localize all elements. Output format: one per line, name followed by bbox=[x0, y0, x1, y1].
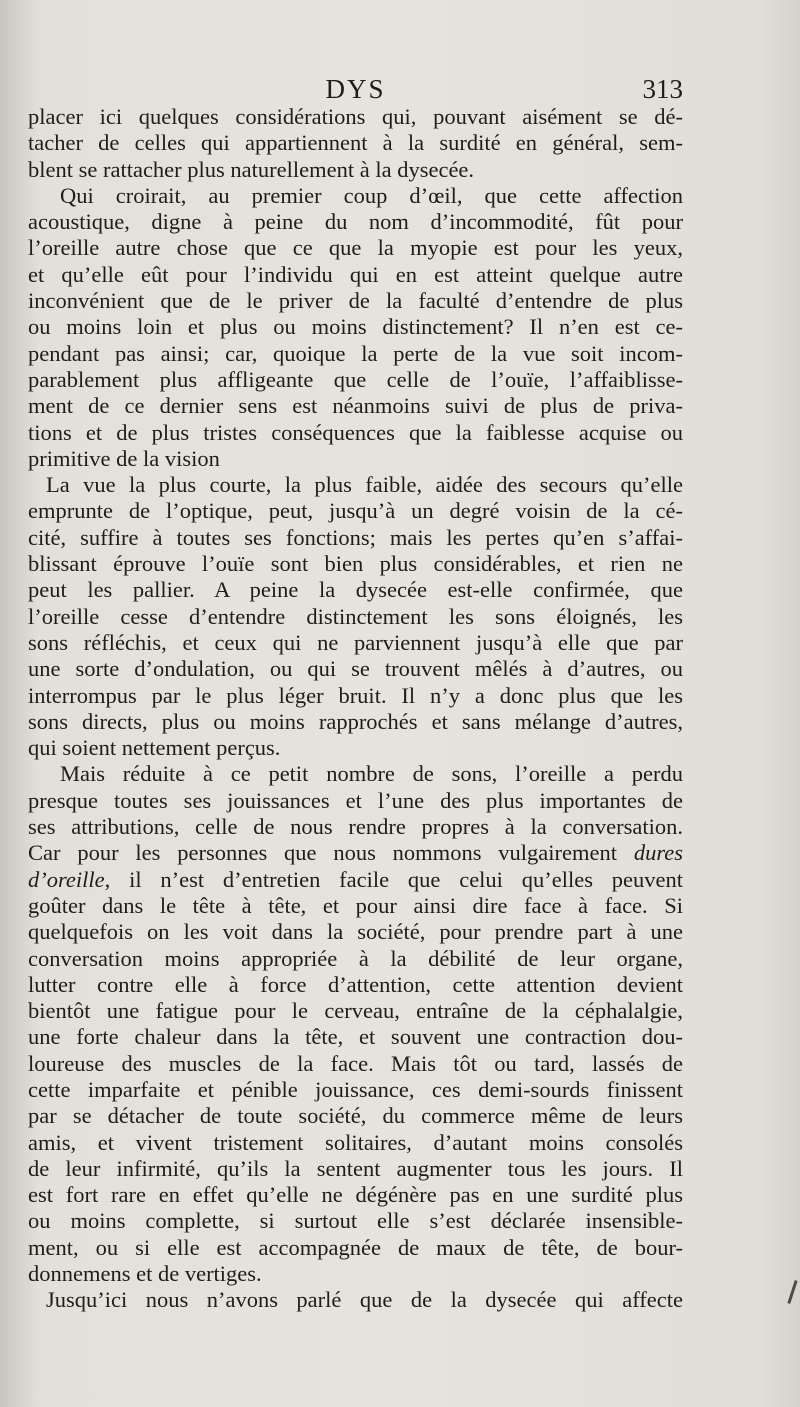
text-line bbox=[28, 1077, 683, 1103]
text-line bbox=[28, 104, 683, 130]
text-line bbox=[28, 525, 683, 551]
line-text: blissant éprouve l’ouïe sont bien plus considérables, et rien ne bbox=[28, 551, 683, 577]
line-text: peut les pallier. A peine la dysecée est-elle confirmée, que bbox=[28, 577, 683, 603]
text-line bbox=[28, 1235, 683, 1261]
text-line bbox=[28, 341, 683, 367]
line-text: parablement plus affligeante que celle de l’ouïe, l’affaiblisse- bbox=[28, 366, 683, 392]
line-text: acoustique, digne à peine du nom d’incommodité, fût pour bbox=[28, 209, 683, 235]
line-text: une sorte d’ondulation, ou qui se trouvent mêlés à d’autres, ou bbox=[28, 656, 683, 682]
text-line bbox=[28, 235, 683, 261]
line-text: conversation moins appropriée à la débilité de leur organe, bbox=[28, 945, 683, 971]
text-line bbox=[28, 446, 683, 472]
text-line bbox=[28, 946, 683, 972]
text-line bbox=[28, 998, 683, 1024]
line-text: blent se rattacher plus naturellement à la dysecée. bbox=[28, 156, 475, 182]
text-line bbox=[28, 314, 683, 340]
line-text: cette imparfaite et pénible jouissance, ces demi-sourds finissent bbox=[28, 1076, 683, 1102]
line-text: emprunte de l’optique, peut, jusqu’à un degré voisin de la cé- bbox=[28, 498, 683, 524]
text-line bbox=[28, 840, 683, 866]
page-header bbox=[28, 72, 683, 106]
line-text: par se détacher de toute société, du commerce même de leurs bbox=[28, 1103, 683, 1129]
text-line bbox=[28, 498, 683, 524]
text-line bbox=[28, 288, 683, 314]
text-line bbox=[28, 1182, 683, 1208]
text-line bbox=[28, 709, 683, 735]
text-line bbox=[28, 1261, 683, 1287]
text-line bbox=[28, 1024, 683, 1050]
text-line bbox=[28, 972, 683, 998]
italic-phrase: dures bbox=[633, 840, 683, 866]
text-line bbox=[28, 604, 683, 630]
line-text: , il n’est d’entretien facile que celui qu’elles peuvent bbox=[104, 866, 683, 892]
text-line bbox=[28, 130, 683, 156]
line-text: tions et de plus tristes conséquences que la faiblesse acquise ou bbox=[28, 419, 683, 445]
line-text: est fort rare en effet qu’elle ne dégénère pas en une surdité plus bbox=[28, 1182, 683, 1208]
line-text: lutter contre elle à force d’attention, cette attention devient bbox=[28, 971, 683, 997]
line-text: pendant pas ainsi; car, quoique la perte de la vue soit incom- bbox=[28, 340, 683, 366]
line-text: qui soient nettement perçus. bbox=[28, 735, 281, 761]
line-text: bientôt une fatigue pour le cerveau, entraîne de la céphalalgie, bbox=[28, 998, 683, 1024]
line-text: loureuse des muscles de la face. Mais tôt ou tard, lassés de bbox=[28, 1050, 683, 1076]
line-text: ou moins loin et plus ou moins distinctement? Il n’en est ce- bbox=[28, 314, 683, 340]
text-line bbox=[28, 1156, 683, 1182]
text-line bbox=[28, 551, 683, 577]
line-text: Jusqu’ici nous n’avons parlé que de la dysecée qui affecte bbox=[46, 1287, 683, 1313]
margin-mark bbox=[787, 1280, 797, 1304]
line-text: interrompus par le plus léger bruit. Il n’y a donc plus que les bbox=[28, 682, 683, 708]
text-line bbox=[28, 420, 683, 446]
italic-phrase: d’oreille bbox=[28, 866, 105, 892]
line-text: donnemens et de vertiges. bbox=[28, 1261, 262, 1287]
line-text: l’oreille autre chose que ce que la myopie est pour les yeux, bbox=[28, 235, 683, 261]
line-text: Qui croirait, au premier coup d’œil, que cette affection bbox=[60, 182, 683, 208]
line-text: cité, suffire à toutes ses fonctions; mais les pertes qu’en s’affai- bbox=[28, 524, 683, 550]
page-number: 313 bbox=[642, 74, 683, 104]
text-line bbox=[28, 157, 683, 183]
text-line bbox=[28, 472, 683, 498]
text-line bbox=[28, 1103, 683, 1129]
text-line bbox=[28, 814, 683, 840]
text-line bbox=[28, 893, 683, 919]
text-line bbox=[28, 630, 683, 656]
line-text: ment, ou si elle est accompagnée de maux de tête, de bour- bbox=[28, 1234, 683, 1260]
text-line bbox=[28, 788, 683, 814]
running-head: DYS bbox=[325, 74, 386, 104]
text-line bbox=[28, 735, 683, 761]
line-text: sons directs, plus ou moins rapprochés et sans mélange d’autres, bbox=[28, 708, 683, 734]
line-text: sons réfléchis, et ceux qui ne parviennent jusqu’à elle que par bbox=[28, 629, 683, 655]
line-text: inconvénient que de le priver de la faculté d’entendre de plus bbox=[28, 288, 683, 314]
text-line bbox=[28, 656, 683, 682]
body-text bbox=[28, 104, 683, 1314]
text-line bbox=[28, 867, 683, 893]
line-text: Mais réduite à ce petit nombre de sons, l’oreille a perdu bbox=[60, 761, 683, 787]
text-line bbox=[28, 393, 683, 419]
text-line bbox=[28, 1287, 683, 1313]
line-text: placer ici quelques considérations qui, pouvant aisément se dé- bbox=[28, 104, 683, 129]
line-text: ou moins complette, si surtout elle s’est déclarée insensible- bbox=[28, 1208, 683, 1234]
line-text: tacher de celles qui appartiennent à la surdité en général, sem- bbox=[28, 130, 683, 156]
text-line bbox=[28, 183, 683, 209]
text-line bbox=[28, 367, 683, 393]
text-line bbox=[28, 1051, 683, 1077]
line-text: quelquefois on les voit dans la société, pour prendre part à une bbox=[28, 919, 683, 945]
text-line bbox=[28, 1130, 683, 1156]
line-text: amis, et vivent tristement solitaires, d’autant moins consolés bbox=[28, 1129, 683, 1155]
line-text: Car pour les personnes que nous nommons vulgairement bbox=[28, 840, 634, 866]
line-text: une forte chaleur dans la tête, et souvent une contraction dou- bbox=[28, 1024, 683, 1050]
line-text: de leur infirmité, qu’ils la sentent augmenter tous les jours. Il bbox=[28, 1155, 683, 1181]
text-line bbox=[28, 209, 683, 235]
text-line bbox=[28, 1208, 683, 1234]
line-text: l’oreille cesse d’entendre distinctement les sons éloignés, les bbox=[28, 603, 683, 629]
text-line bbox=[28, 761, 683, 787]
line-text: goûter dans le tête à tête, et pour ainsi dire face à face. Si bbox=[28, 892, 683, 918]
text-line bbox=[28, 262, 683, 288]
line-text: ment de ce dernier sens est néanmoins suivi de plus de priva- bbox=[28, 393, 683, 419]
line-text: La vue la plus courte, la plus faible, aidée des secours qu’elle bbox=[46, 472, 683, 498]
text-line bbox=[28, 683, 683, 709]
text-line bbox=[28, 577, 683, 603]
text-line bbox=[28, 919, 683, 945]
line-text: ses attributions, celle de nous rendre propres à la conversation. bbox=[28, 814, 683, 840]
line-text: presque toutes ses jouissances et l’une des plus importantes de bbox=[28, 787, 683, 813]
line-text: et qu’elle eût pour l’individu qui en est atteint quelque autre bbox=[28, 261, 683, 287]
line-text: primitive de la vision bbox=[28, 445, 220, 471]
